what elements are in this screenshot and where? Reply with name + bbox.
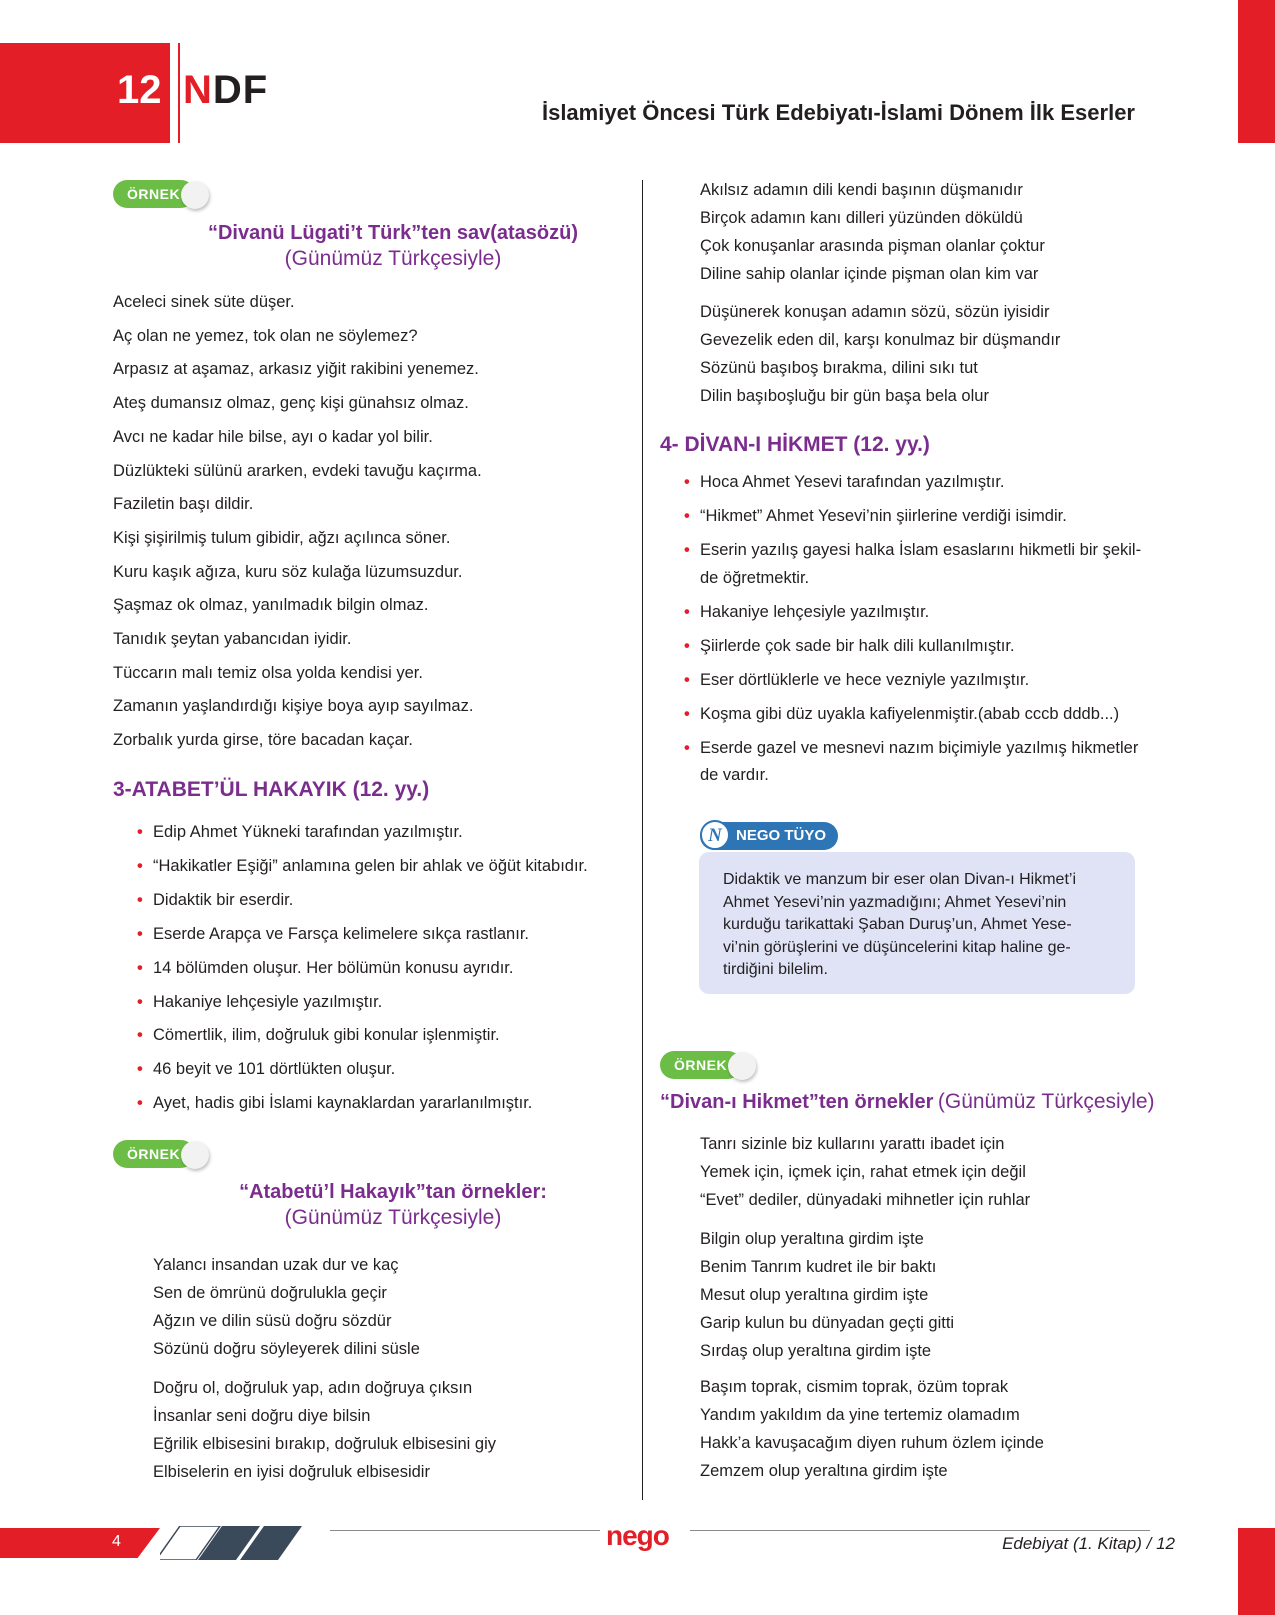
- section3-bullets: [137, 816, 588, 1121]
- ornek-badge: [660, 1051, 755, 1079]
- footer-rule: [330, 1530, 600, 1531]
- bullet-continuation: [684, 762, 1141, 790]
- example1-title: “Divanü Lügati’t Türk”ten sav(atasözü): [207, 222, 579, 244]
- example1-heading: [113, 222, 673, 271]
- nego-tuyo-box: [699, 852, 1135, 994]
- verse-line: “Evet” dediler, dünyadaki mihnetler için ruhlar: [700, 1191, 1031, 1209]
- brand-rest: DF: [212, 68, 269, 112]
- toggle-knob-icon: [728, 1052, 756, 1080]
- tuyo-line: Didaktik ve manzum bir eser olan Divan-ı Hikmet’i: [723, 871, 1076, 888]
- bullet-item: • Eserde gazel ve mesnevi nazım biçimiyle yazılmış hikmetler: [684, 735, 1141, 763]
- footer-red-edge: [1238, 1528, 1275, 1615]
- verse-line: Doğru ol, doğruluk yap, adın doğruya çıksın: [153, 1379, 473, 1397]
- verse-line: Gevezelik eden dil, karşı konulmaz bir düşmandır: [700, 331, 1061, 349]
- example3-stanza2: [700, 1225, 954, 1365]
- bullet-item: • Cömertlik, ilim, doğruluk gibi konular işlenmiştir.: [137, 1019, 588, 1053]
- example3-stanza1: [700, 1130, 1030, 1214]
- verse-line: Mesut olup yeraltına girdim işte: [700, 1286, 929, 1304]
- bullet-continuation-text: de öğretmektir.: [700, 568, 810, 587]
- page-title: İslamiyet Öncesi Türk Edebiyatı-İslami Dönem İlk Eserler: [541, 100, 1135, 125]
- footer-stripes-icon: [160, 1526, 330, 1560]
- verse-line: Yemek için, içmek için, rahat etmek için değil: [700, 1163, 1026, 1181]
- verse-line: Eğrilik elbisesini bırakıp, doğruluk elbisesini giy: [153, 1435, 496, 1453]
- proverb-line: Şaşmaz ok olmaz, yanılmadık bilgin olmaz.: [113, 596, 429, 615]
- bullet-item: • Eser dörtlüklerle ve hece vezniyle yazılmıştır.: [684, 667, 1141, 695]
- example2-heading: [113, 1181, 673, 1230]
- ornek-badge: [113, 1140, 208, 1168]
- proverb-line: Tanıdık şeytan yabancıdan iyidir.: [113, 630, 352, 649]
- proverb-line: Aç olan ne yemez, tok olan ne söylemez?: [113, 326, 418, 345]
- verse-line: Birçok adamın kanı dilleri yüzünden döküldü: [700, 209, 1023, 227]
- bullet-item: • “Hikmet” Ahmet Yesevi’nin şiirlerine verdiği isimdir.: [684, 503, 1141, 531]
- verse-line: Düşünerek konuşan adamın sözü, sözün iyisidir: [700, 303, 1050, 321]
- example3-heading: [660, 1090, 1155, 1114]
- example2-stanza2: [153, 1374, 496, 1486]
- verse-line: Yandım yakıldım da yine tertemiz olamadım: [700, 1406, 1020, 1424]
- brand-logo: [183, 68, 268, 113]
- example2-stanza1: [153, 1251, 420, 1363]
- verse-line: Yalancı insandan uzak dur ve kaç: [153, 1256, 399, 1274]
- verse-line: Benim Tanrım kudret ile bir baktı: [700, 1258, 937, 1276]
- proverb-line: Avcı ne kadar hile bilse, ayı o kadar yol bilir.: [113, 427, 433, 446]
- verse-line: Hakk’a kavuşacağım diyen ruhum özlem içinde: [700, 1434, 1044, 1452]
- bullet-item: • Hakaniye lehçesiyle yazılmıştır.: [137, 986, 588, 1020]
- bullet-item: • Didaktik bir eserdir.: [137, 884, 588, 918]
- grade-number: 12: [117, 68, 162, 112]
- nego-tuyo-badge: NEGO TÜYO: [700, 822, 838, 850]
- verse-line: Diline sahip olanlar içinde pişman olan kim var: [700, 265, 1039, 283]
- bullet-item: • 46 beyit ve 101 dörtlükten oluşur.: [137, 1053, 588, 1087]
- verse-line: Sırdaş olup yeraltına girdim işte: [700, 1342, 932, 1360]
- bullet-item: • Eserde Arapça ve Farsça kelimelere sıkça rastlanır.: [137, 918, 588, 952]
- toggle-knob-icon: [181, 1141, 209, 1169]
- bullet-item: • Hakaniye lehçesiyle yazılmıştır.: [684, 599, 1141, 627]
- proverb-line: Kişi şişirilmiş tulum gibidir, ağzı açılınca söner.: [113, 528, 451, 547]
- example1-subtitle: (Günümüz Türkçesiyle): [284, 247, 502, 270]
- ornek-label: ÖRNEK: [113, 180, 195, 208]
- verse-line: İnsanlar seni doğru diye bilsin: [153, 1407, 371, 1425]
- proverb-line: Ateş dumansız olmaz, genç kişi günahsız olmaz.: [113, 394, 469, 413]
- proverbs-list: [113, 286, 482, 758]
- header-red-edge: [1238, 0, 1275, 143]
- section3-title: 3-ATABET’ÜL HAKAYIK (12. yy.): [113, 778, 430, 801]
- verse-line: Sözünü doğru söyleyerek dilini süsle: [153, 1340, 420, 1358]
- toggle-knob-icon: [181, 181, 209, 209]
- verse-line: Çok konuşanlar arasında pişman olanlar çoktur: [700, 237, 1045, 255]
- nego-logo-icon: N: [700, 820, 730, 850]
- right-stanza1: [700, 176, 1045, 288]
- verse-line: Sözünü başıboş bırakma, dilini sıkı tut: [700, 359, 978, 377]
- bullet-continuation-text: de vardır.: [700, 766, 769, 784]
- nego-logo: nego: [606, 1520, 669, 1551]
- example3-subtitle: (Günümüz Türkçesiyle): [937, 1090, 1155, 1113]
- tuyo-line: tirdiğini bilelim.: [723, 961, 828, 978]
- bullet-item: • Eserin yazılış gayesi halka İslam esaslarını hikmetli bir şekil-: [684, 537, 1141, 565]
- verse-line: Akılsız adamın dili kendi başının düşmanıdır: [700, 181, 1023, 199]
- example3-title: “Divan-ı Hikmet”ten örnekler: [660, 1091, 934, 1113]
- ornek-badge: [113, 180, 208, 208]
- example2-title: “Atabetü’l Hakayık”tan örnekler:: [239, 1181, 547, 1203]
- verse-line: Tanrı sizinle biz kullarını yarattı ibadet için: [700, 1135, 1005, 1153]
- section4-bullets: [684, 469, 1141, 790]
- proverb-line: Zorbalık yurda girse, töre bacadan kaçar.: [113, 731, 413, 750]
- footer-rule: [690, 1530, 1150, 1531]
- brand-accent: N: [183, 68, 213, 112]
- footer-red-tab: [0, 1528, 160, 1558]
- bullet-item: • Edip Ahmet Yükneki tarafından yazılmıştır.: [137, 816, 588, 850]
- ornek-label: ÖRNEK: [113, 1140, 195, 1168]
- right-stanza2: [700, 298, 1060, 410]
- tuyo-line: vi’nin görüşlerini ve düşüncelerini kitap haline ge-: [723, 938, 1071, 956]
- verse-line: Dilin başıboşluğu bir gün başa bela olur: [700, 387, 989, 405]
- section4-title: 4- DİVAN-I HİKMET (12. yy.): [660, 433, 930, 456]
- bullet-item: • Koşma gibi düz uyakla kafiyelenmiştir.(abab cccb dddb...): [684, 701, 1141, 729]
- example2-subtitle: (Günümüz Türkçesiyle): [284, 1206, 502, 1229]
- proverb-line: Faziletin başı dildir.: [113, 495, 254, 514]
- bullet-item: • “Hakikatler Eşiği” anlamına gelen bir ahlak ve öğüt kitabıdır.: [137, 850, 588, 884]
- verse-line: Sen de ömrünü doğrulukla geçir: [153, 1284, 387, 1302]
- verse-line: Başım toprak, cismim toprak, özüm toprak: [700, 1378, 1009, 1396]
- proverb-line: Düzlükteki sülünü ararken, evdeki tavuğu kaçırma.: [113, 461, 482, 480]
- verse-line: Bilgin olup yeraltına girdim işte: [700, 1230, 924, 1248]
- verse-line: Ağzın ve dilin süsü doğru sözdür: [153, 1312, 392, 1330]
- bullet-item: • Hoca Ahmet Yesevi tarafından yazılmıştır.: [684, 469, 1141, 497]
- verse-line: Elbiselerin en iyisi doğruluk elbisesidir: [153, 1463, 430, 1481]
- column-divider: [642, 180, 643, 1500]
- header-divider: [178, 43, 180, 143]
- proverb-line: Kuru kaşık ağıza, kuru söz kulağa lüzumsuzdur.: [113, 562, 463, 581]
- book-label: Edebiyat (1. Kitap) / 12: [1002, 1534, 1175, 1553]
- bullet-item: • Şiirlerde çok sade bir halk dili kullanılmıştır.: [684, 633, 1141, 661]
- ornek-label: ÖRNEK: [660, 1051, 742, 1079]
- bullet-item: • 14 bölümden oluşur. Her bölümün konusu ayrıdır.: [137, 952, 588, 986]
- proverb-line: Zamanın yaşlandırdığı kişiye boya ayıp sayılmaz.: [113, 697, 474, 716]
- verse-line: Garip kulun bu dünyadan geçti gitti: [700, 1314, 955, 1332]
- proverb-line: Aceleci sinek süte düşer.: [113, 293, 295, 311]
- tuyo-line: kurduğu tarikattaki Şaban Duruş’un, Ahmet Yese-: [723, 916, 1072, 933]
- bullet-item: • Ayet, hadis gibi İslami kaynaklardan yararlanılmıştır.: [137, 1087, 588, 1121]
- example3-stanza3: [700, 1373, 1044, 1485]
- proverb-line: Arpasız at aşamaz, arkasız yiğit rakibini yenemez.: [113, 360, 479, 379]
- proverb-line: Tüccarın malı temiz olsa yolda kendisi yer.: [113, 663, 423, 682]
- tuyo-line: Ahmet Yesevi’nin yazmadığını; Ahmet Yesevi’nin: [723, 893, 1067, 911]
- page-number: 4: [112, 1533, 121, 1550]
- bullet-continuation: [684, 565, 1141, 593]
- verse-line: Zemzem olup yeraltına girdim işte: [700, 1462, 948, 1480]
